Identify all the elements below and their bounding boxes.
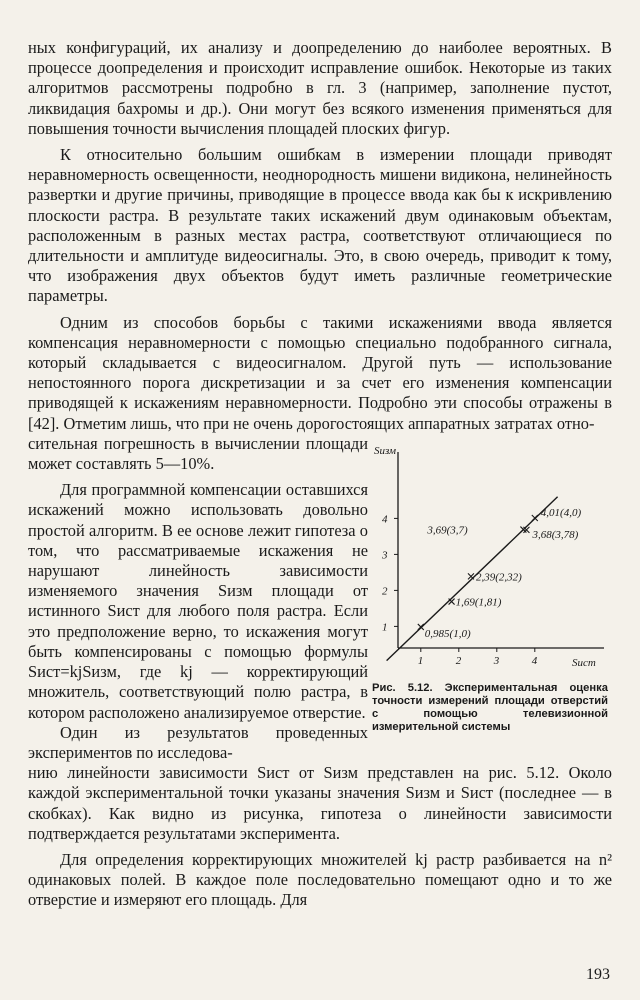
paragraph-2: К относительно большим ошибкам в измерении площади приводят неравномерность освещенности, неоднородность мишени видикона, нелинейность развертки и другие причины, приводящие в процессе ввода как бы к искривлению плоскости растра. В результате таких искажений двум одинаковым объектам, расположенным в разных местах растра, соответствуют отличающиеся по длительности и амплитуде видеосигналы. Это, в свою очередь, приводит к тому, что изображения двух объектов будут иметь различные геометрические параметры. [28, 145, 612, 306]
figure-5-12 [368, 434, 612, 763]
data-label: 1,69(1,81) [455, 596, 502, 609]
data-point [468, 573, 474, 579]
x-tick-label: 4 [531, 654, 538, 667]
data-label: 2,39(2,32) [475, 571, 522, 584]
y-tick-label: 3 [382, 549, 388, 562]
paragraph-3: Одним из способов борьбы с такими искажениями ввода является компенсация неравномерности с помощью специально подобранного сигнала, который складывается с видеосигналом. Другой путь — использование непостоянного порога дискретизации и за счет его изменения компенсации приводящей к искажениям неравномерности. Подробно эти способы отражены в [42]. Отметим лишь, что при не очень дорогостоящих аппаратных затратах отно- [28, 312, 612, 433]
x-axis-label: Sист [572, 656, 596, 669]
y-tick-label: 4 [382, 513, 388, 526]
data-point [532, 515, 538, 521]
scatter-chart [372, 434, 608, 680]
paragraph-1: ных конфигураций, их анализу и доопределению до наиболее вероятных. В процессе доопределения и происходит исправление ошибок. Некоторые из таких алгоритмов рассмотрены подробно в гл. 3 (например, заполнение пустот, ликвидация бахромы и др.). Они могут без всякого изменения применяться для повышения точности вычисления площадей плоских фигур. [28, 38, 612, 138]
data-label: 3,69(3,7) [427, 524, 468, 537]
data-point [418, 624, 424, 630]
page-number: 193 [586, 966, 610, 983]
wrap-left-column [28, 434, 368, 763]
x-tick-label: 3 [493, 654, 500, 667]
figure-wrap-block [28, 434, 612, 763]
y-tick-label: 2 [382, 585, 388, 598]
paragraph-6: Для определения корректирующих множителей kj растр разбивается на n² одинаковых полей. В каждое поле последовательно помещают одно и то же отверстие и измеряют его площадь. Для [28, 849, 612, 910]
figure-caption: Рис. 5.12. Экспериментальная оценка точности измерений площади отверстий с помощью телевизионной измерительной системы [372, 681, 608, 734]
data-label: 3,68(3,78) [532, 528, 579, 541]
y-axis-label: Sизм [374, 444, 397, 457]
data-label: 0,985(1,0) [424, 627, 471, 640]
y-tick-label: 1 [382, 621, 388, 634]
paragraph-5-rest: нию линейности зависимости Sист от Sизм представлен на рис. 5.12. Около каждой экспериментальной точки указаны значения Sизм и Sист (последнее — в скобках). Как видно из рисунка, гипотеза о линейности зависимости подтверждается результатами эксперимента. [28, 763, 612, 843]
paragraph-4: Для программной компенсации оставшихся искажений можно использовать довольно простой алгоритм. В ее основе лежит гипотеза о том, что рассматриваемые искажения не нарушают линейность зависимости изменяемого значения Sизм площади от истинного Sист для любого поля растра. Если это предположение верно, то искажения могут быть компенсированы с помощью формулы Sист=kjSизм, где kj — корректирующий множитель, соответствующий полю растра, в котором расположено анализируемое отверстие. [28, 480, 368, 722]
page-body [28, 38, 612, 911]
x-tick-label: 1 [417, 654, 424, 667]
data-point [449, 598, 455, 604]
fit-line [387, 497, 558, 661]
paragraph-5-start: Один из результатов проведенных экспериментов по исследова- [28, 722, 368, 762]
data-label: 4,01(4,0) [540, 506, 582, 519]
paragraph-3-end: сительная погрешность в вычислении площади может составлять 5—10%. [28, 433, 368, 474]
x-tick-label: 2 [455, 654, 462, 667]
